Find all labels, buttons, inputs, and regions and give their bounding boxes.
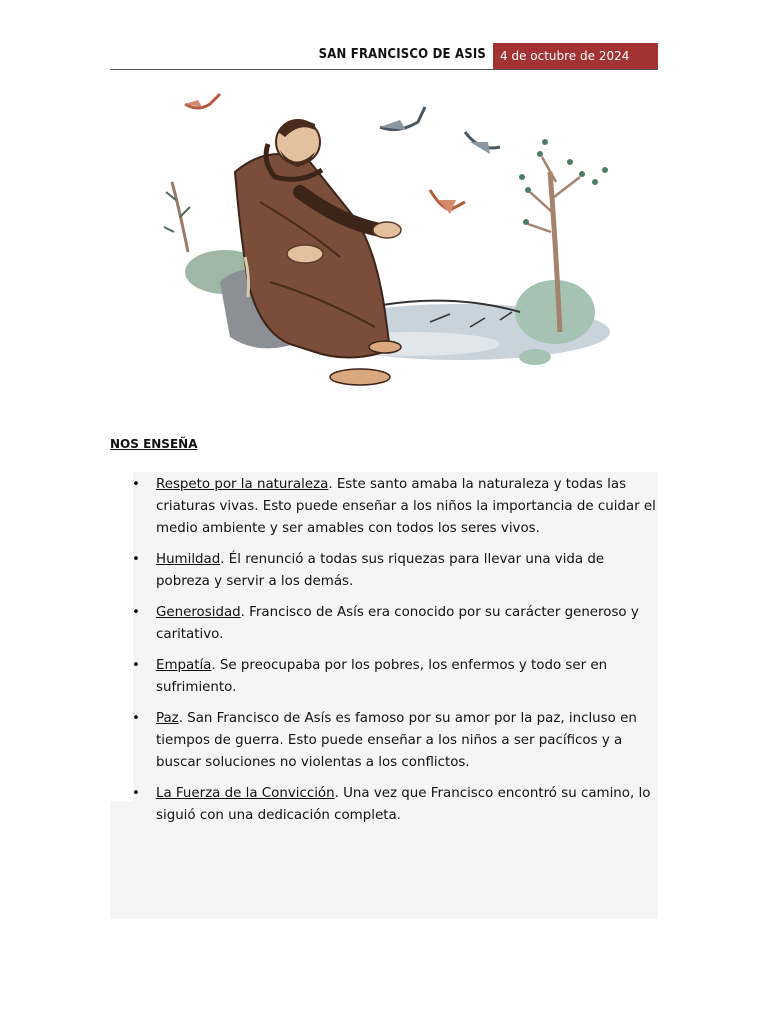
bullet: • [132,605,140,620]
teaching-text: . Este santo amaba la naturaleza y todas las criaturas vivas. Esto puede enseñar a los niños la importancia de cuidar el medio ambiente y ser amables con todos los seres vivos. [156,477,656,536]
teaching-text: . San Francisco de Asís es famoso por su amor por la paz, incluso en tiempos de guerra. Esto puede enseñar a los niños a ser pacíficos y a buscar soluciones no violentas a los conflictos. [156,711,637,770]
teaching-term: Generosidad [156,605,241,620]
section-title: NOS ENSEÑA [110,437,198,451]
foot-right [369,341,401,353]
document-title: SAN FRANCISCO DE ASIS [318,47,486,62]
list-item [110,474,658,540]
date-badge: 4 de octubre de 2024 [493,43,658,70]
foot-left [330,369,390,385]
teaching-term: La Fuerza de la Convicción [156,786,335,801]
bird-top-center [380,107,425,130]
bush-small [519,349,551,365]
list-item [110,549,658,593]
header-rule [110,69,658,70]
list-item [110,602,658,646]
teaching-text: . Francisco de Asís era conocido por su carácter generoso y caritativo. [156,605,639,642]
bird-top-left [185,94,220,108]
hand-right [373,222,401,238]
teachings-list [110,474,658,836]
bush-right [515,280,595,344]
teaching-term: Paz [156,711,179,726]
list-item [110,708,658,774]
teaching-term: Humildad [156,552,221,567]
bullet: • [132,552,140,567]
saint-francis-illustration [150,82,630,402]
list-item [110,783,658,827]
teaching-text: . Él renunció a todas sus riquezas para llevar una vida de pobreza y servir a los demás. [156,552,605,589]
teaching-term: Respeto por la naturaleza [156,477,329,492]
bullet: • [132,658,140,673]
bird-top-right [465,132,500,154]
hand-left [287,245,323,263]
teaching-text: . Se preocupaba por los pobres, los enfermos y todo ser en sufrimiento. [156,658,608,695]
teaching-text: . Una vez que Francisco encontró su camino, lo siguió con una dedicación completa. [156,786,651,823]
bird-center [430,190,465,214]
bullet: • [132,477,140,492]
list-item [110,655,658,699]
bullet: • [132,711,140,726]
bullet: • [132,786,140,801]
document-header [110,42,658,70]
teaching-term: Empatía [156,658,212,673]
